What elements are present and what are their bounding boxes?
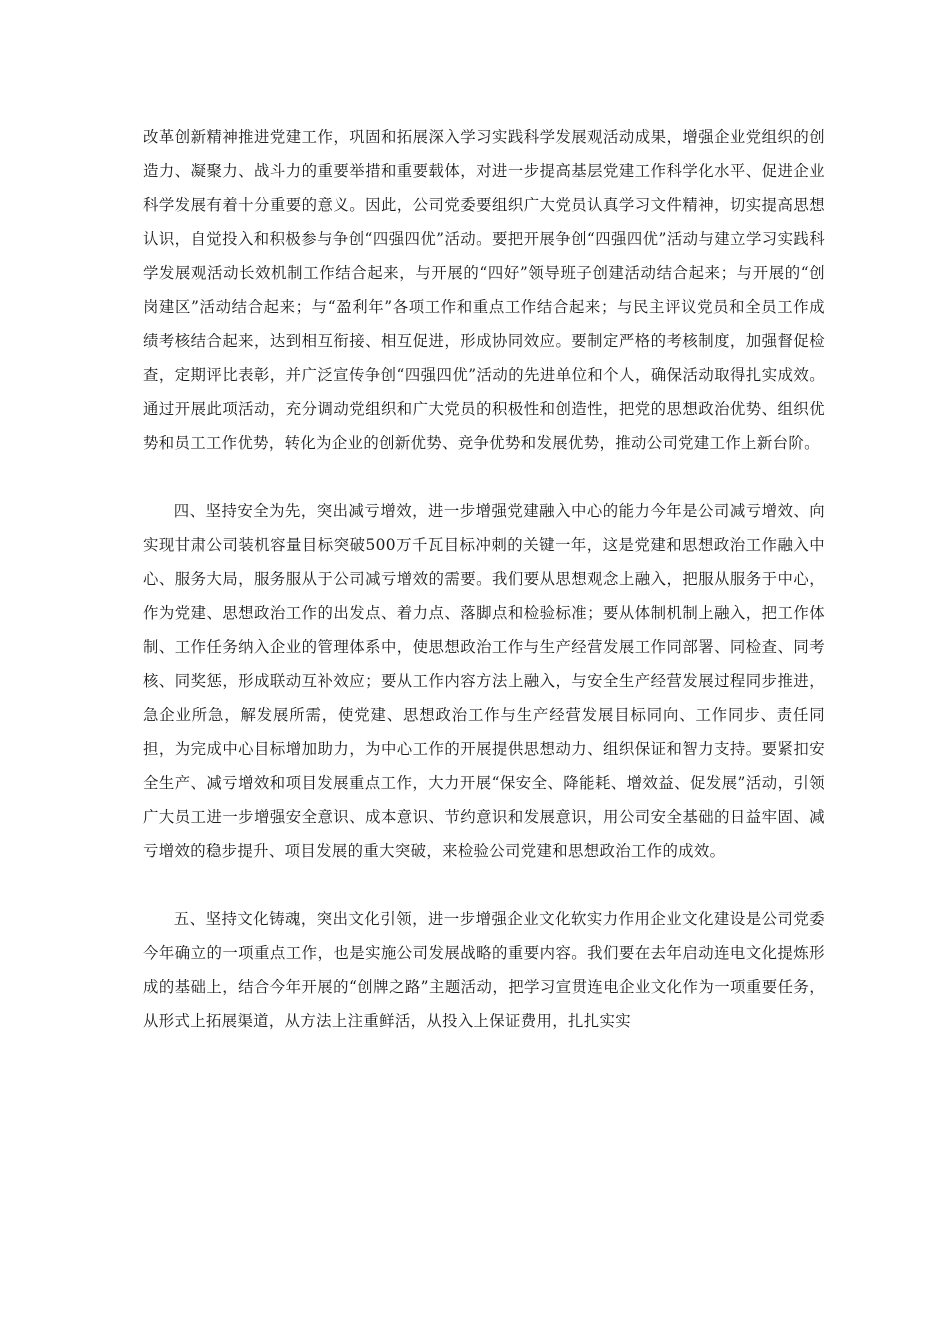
document-page	[143, 120, 825, 1038]
paragraph-1: 改革创新精神推进党建工作，巩固和拓展深入学习实践科学发展观活动成果，增强企业党组织的创造力、凝聚力、战斗力的重要举措和重要载体，对进一步提高基层党建工作科学化水平、促进企业科学发展有着十分重要的意义。因此，公司党委要组织广大党员认真学习文件精神，切实提高思想认识，自觉投入和积极参与争创“四强四优”活动。要把开展争创“四强四优”活动与建立学习实践科学发展观活动长效机制工作结合起来，与开展的“四好”领导班子创建活动结合起来；与开展的“创岗建区”活动结合起来；与“盈利年”各项工作和重点工作结合起来；与民主评议党员和全员工作成绩考核结合起来，达到相互衔接、相互促进，形成协同效应。要制定严格的考核制度，加强督促检查，定期评比表彰，并广泛宣传争创“四强四优”活动的先进单位和个人，确保活动取得扎实成效。通过开展此项活动，充分调动党组织和广大党员的积极性和创造性，把党的思想政治优势、组织优势和员工工作优势，转化为企业的创新优势、竞争优势和发展优势，推动公司党建工作上新台阶。	[143, 128, 825, 452]
paragraph-2: 四、坚持安全为先，突出减亏增效，进一步增强党建融入中心的能力今年是公司减亏增效、向实现甘肃公司装机容量目标突破500万千瓦目标冲刺的关键一年，这是党建和思想政治工作融入中心、服务大局，服务服从于公司减亏增效的需要。我们要从思想观念上融入，把服从服务于中心，作为党建、思想政治工作的出发点、着力点、落脚点和检验标准；要从体制机制上融入，把工作体制、工作任务纳入企业的管理体系中，使思想政治工作与生产经营发展工作同部署、同检查、同考核、同奖惩，形成联动互补效应；要从工作内容方法上融入，与安全生产经营发展过程同步推进，急企业所急，解发展所需，使党建、思想政治工作与生产经营发展目标同向、工作同步、责任同担，为完成中心目标增加助力，为中心工作的开展提供思想动力、组织保证和智力支持。要紧扣安全生产、减亏增效和项目发展重点工作，大力开展“保安全、降能耗、增效益、促发展”活动，引领广大员工进一步增强安全意识、成本意识、节约意识和发展意识，用公司安全基础的日益牢固、减亏增效的稳步提升、项目发展的重大突破，来检验公司党建和思想政治工作的成效。	[143, 502, 825, 860]
paragraph-3: 五、坚持文化铸魂，突出文化引领，进一步增强企业文化软实力作用企业文化建设是公司党委今年确立的一项重点工作，也是实施公司发展战略的重要内容。我们要在去年启动连电文化提炼形成的基础上，结合今年开展的“创牌之路”主题活动，把学习宣贯连电企业文化作为一项重要任务，从形式上拓展渠道，从方法上注重鲜活，从投入上保证费用，扎扎实实	[143, 910, 825, 1030]
